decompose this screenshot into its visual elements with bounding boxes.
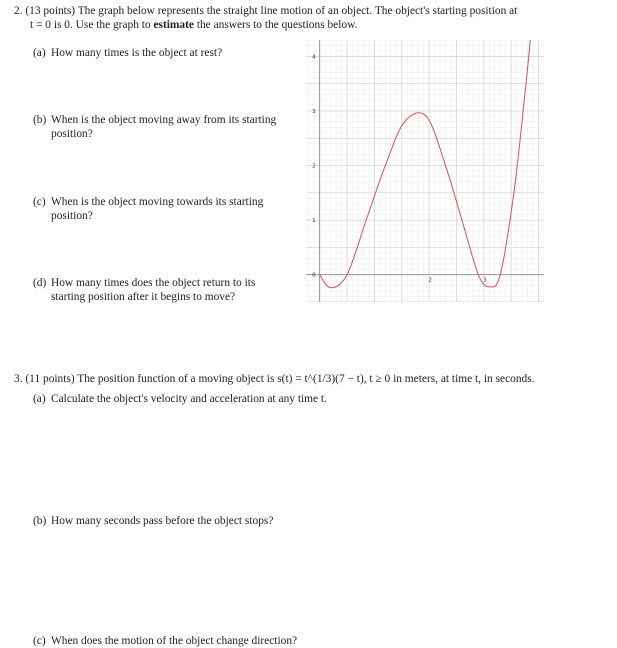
- y-tick-label: 4: [312, 54, 316, 61]
- problem-3-line1: 3. (11 points) The position function of a moving object is s(t) = t^(1/3)(7 − t), t ≥ 0 in meters, at time t, in seconds.: [14, 373, 535, 385]
- y-tick-label: 0: [312, 272, 316, 279]
- problem-2-header: [14, 4, 604, 33]
- problem-3-header: [14, 372, 604, 386]
- part-question: When is the object moving towards its starting position?: [51, 196, 264, 223]
- problem-2-part-c: [33, 195, 281, 224]
- part-question: When is the object moving away from its starting position?: [51, 114, 277, 141]
- position-curve: [320, 40, 531, 288]
- part-question: Calculate the object's velocity and acceleration at any time t.: [51, 393, 327, 405]
- part-label: (a): [33, 47, 46, 59]
- problem-2-part-b: [33, 113, 301, 142]
- part-label: (a): [33, 393, 46, 405]
- problem-2-line2-start: t = 0 is 0. Use the graph to: [30, 19, 154, 32]
- graph-tick-labels: [312, 54, 487, 283]
- graph-grid: [306, 40, 544, 302]
- part-label: (b): [33, 114, 47, 126]
- part-question: How many times does the object return to its starting position after it begins to move?: [51, 277, 256, 304]
- problem-2-part-d: [33, 276, 273, 305]
- problem-3-part-a: [33, 392, 593, 406]
- part-question: When does the motion of the object change direction?: [51, 635, 298, 647]
- estimate-emphasis: estimate: [153, 19, 194, 32]
- problem-3-part-b: [33, 514, 593, 528]
- x-tick-label: 3: [483, 277, 487, 284]
- y-tick-label: 3: [312, 108, 316, 115]
- problem-3-part-c: [33, 634, 593, 648]
- part-question: How many times is the object at rest?: [51, 47, 223, 59]
- part-label: (b): [33, 515, 47, 527]
- part-label: (d): [33, 277, 47, 289]
- y-tick-label: 2: [312, 163, 316, 170]
- position-graph: [306, 40, 544, 302]
- part-label: (c): [33, 635, 46, 647]
- part-label: (c): [33, 196, 46, 208]
- problem-2-part-a: [33, 46, 303, 60]
- problem-2-line2: [14, 18, 604, 32]
- x-tick-label: 2: [428, 277, 432, 284]
- problem-2-line1: 2. (13 points) The graph below represents the straight line motion of an object. The object's starting position at: [14, 5, 518, 17]
- y-tick-label: 1: [312, 218, 316, 225]
- part-question: How many seconds pass before the object stops?: [51, 515, 274, 527]
- problem-2-line2-end: the answers to the questions below.: [193, 19, 358, 32]
